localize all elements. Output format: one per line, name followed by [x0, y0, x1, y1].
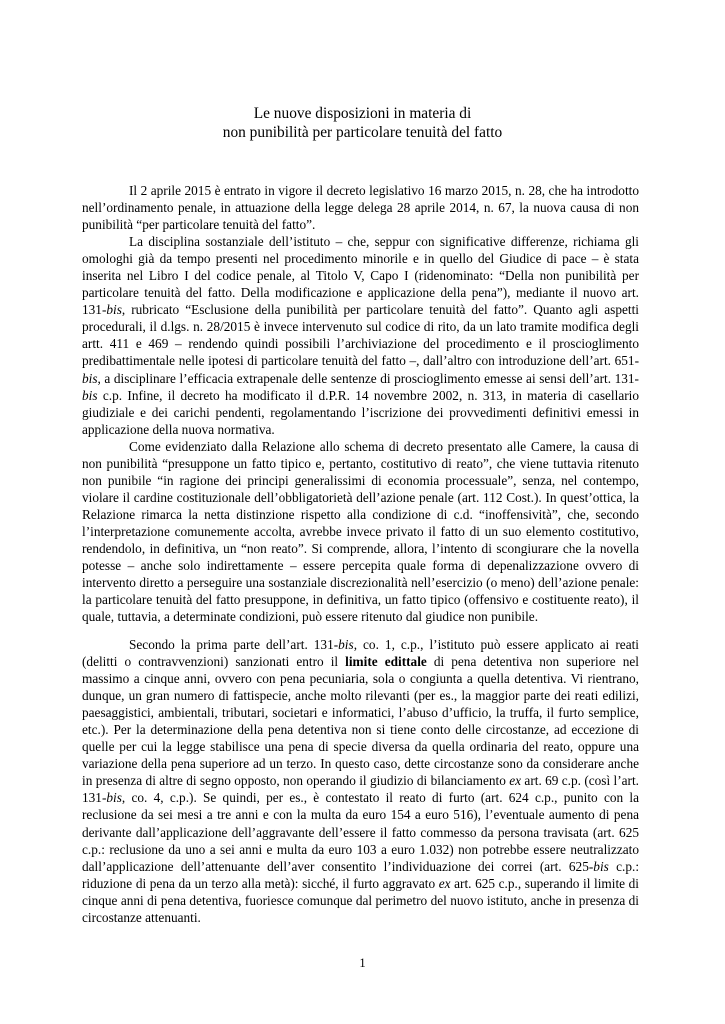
italic-text: bis: [106, 790, 122, 806]
body-text-section-2: [82, 636, 639, 926]
italic-text: bis: [106, 302, 122, 318]
italic-text: ex: [509, 773, 522, 789]
paragraph: Come evidenziato dalla Relazione allo schema di decreto presentato alle Camere, la causa di non punibilità “presuppone un fatto tipico e, pertanto, costitutivo di reato”, che viene tuttavia ritenuto non punibile “in ragione dei principi generalissimi di economia processuale”, senza, nel contempo, violare il cardine costituzionale dell’obbligatorietà dell’azione penale (art. 112 Cost.). In quest’ottica, la Relazione rimarca la netta distinzione rispetto alla condizione di c.d. “inoffensività”, che, secondo l’interpretazione comunemente accolta, avrebbe invece privato il fatto di un suo elemento costitutivo, rendendolo, in definitiva, un “non reato”. Si comprende, allora, l’intento di scongiurare che la novella potesse – anche solo indirettamente – essere percepita quale forma di depenalizzazione ovvero di intervento diretto a perseguire una sostanziale discrezionalità nell’esercizio (o meno) dell’azione penale: la particolare tenuità del fatto presuppone, in definitiva, un fatto tipico (offensivo e costituente reato), il quale, tuttavia, a determinate condizioni, può essere ritenuto dal giudice non punibile.: [82, 438, 639, 625]
title-line-1: Le nuove disposizioni in materia di: [253, 105, 472, 122]
italic-text: bis: [82, 370, 98, 386]
paragraph: Secondo la prima parte dell’art. 131-bis, co. 1, c.p., l’istituto può essere applicato ai reati (delitti o contravvenzioni) sanzionati entro il limite edittale di pena detentiva non superiore nel massimo a cinque anni, ovvero con pena pecuniaria, sola o congiunta a quella detentiva. Vi rientrano, dunque, un gran numero di fattispecie, anche molto rilevanti (per es., la maggior parte dei reati edilizi, paesaggistici, ambientali, tributari, societari e informatici, l’abuso d’ufficio, la truffa, il furto semplice, etc.). Per la determinazione della pena detentiva non si tiene conto delle circostanze, ad eccezione di quelle per cui la legge stabilisce una pena di specie diversa da quella ordinaria del reato, oppure una variazione della pena superiore ad un terzo. In questo caso, dette circostanze sono da considerare anche in presenza di altre di segno opposto, non operando il giudizio di bilanciamento ex art. 69 c.p. (così l’art. 131-bis, co. 4, c.p.). Se quindi, per es., è contestato il reato di furto (art. 624 c.p., punito con la reclusione da sei mesi a tre anni e con la multa da euro 154 a euro 516), l’eventuale aumento di pena derivante dall’applicazione dell’aggravante dell’essere il fatto commesso da persona travisata (art. 625 c.p.: reclusione da uno a sei anni e multa da euro 103 a euro 1.032) non potrebbe essere neutralizzato dall’applicazione dell’attenuante dell’aver consentito l’individuazione dei correi (art. 625-bis c.p.: riduzione di pena da un terzo alla metà): sicché, il furto aggravato ex art. 625 c.p., superando il limite di cinque anni di pena detentiva, fuoriesce comunque dal perimetro del nuovo istituto, anche in presenza di circostanze attenuanti.: [82, 637, 640, 925]
body-text-section-1: [82, 182, 639, 625]
title-line-2: non punibilità per particolare tenuità del fatto: [222, 124, 503, 141]
italic-text: bis: [82, 387, 98, 403]
page-number: 1: [359, 956, 366, 970]
paragraph: La disciplina sostanziale dell’istituto – che, seppur con significative differenze, richiama gli omologhi già da tempo presenti nel procedimento minorile e in quello del Giudice di pace – è stata inserita nel Libro I del codice penale, al Titolo V, Capo I (ridenominato: “Della non punibilità per particolare tenuità del fatto. Della modificazione e applicazione della pena”), mediante il nuovo art. 131-bis, rubricato “Esclusione della punibilità per particolare tenuità del fatto”. Quanto agli aspetti procedurali, il d.lgs. n. 28/2015 è invece intervenuto sul codice di rito, da un lato tramite modifica degli artt. 411 e 469 – rendendo quindi possibili l’archiviazione del procedimento e il proscioglimento predibattimentale nelle ipotesi di particolare tenuità del fatto –, dall’altro con introduzione dell’art. 651-bis, a disciplinare l’efficacia extrapenale delle sentenze di proscioglimento emesse ai sensi dell’art. 131-bis c.p. Infine, il decreto ha modificato il d.P.R. 14 novembre 2002, n. 313, in materia di casellario giudiziale e dei carichi pendenti, regolamentando l’iscrizione dei provvedimenti definitivi emessi in applicazione della nuova normativa.: [82, 234, 639, 437]
paragraph: Il 2 aprile 2015 è entrato in vigore il decreto legislativo 16 marzo 2015, n. 28, che ha introdotto nell’ordinamento penale, in attuazione della legge delega 28 aprile 2014, n. 67, la nuova causa di non punibilità “per particolare tenuità del fatto”.: [82, 183, 639, 233]
italic-text: bis: [593, 858, 609, 874]
document-title: [0, 104, 725, 142]
bold-text: limite edittale: [345, 654, 427, 670]
italic-text: bis: [338, 637, 354, 652]
italic-text: ex: [438, 875, 451, 891]
